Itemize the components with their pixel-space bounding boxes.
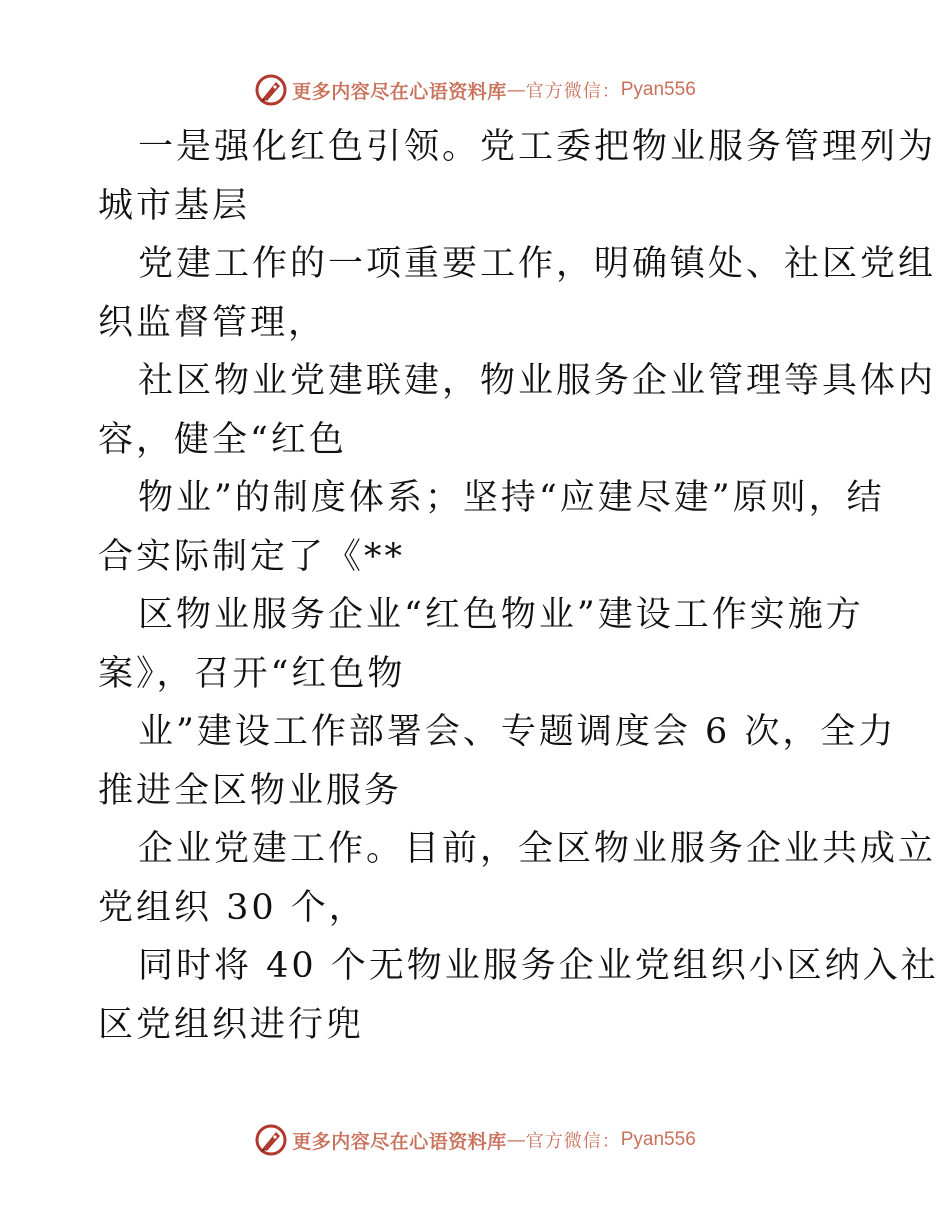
body-line: 区物业服务企业“红色物业”建设工作实施方 [138,595,864,635]
document-body [98,118,939,1054]
body-line: 社区物业党建联建，物业服务企业管理等具体内 [138,361,937,401]
header-wechat-label: 官方微信： [525,81,621,102]
footer-wechat-label: 官方微信： [525,1131,621,1152]
body-line: 推进全区物业服务 [98,770,403,811]
body-line: 物业”的制度体系；坚持“应建尽建”原则，结 [138,478,885,518]
pen-nib-logo-icon [254,73,288,107]
body-line: 党组织 30 个， [98,887,367,928]
body-line: 同时将 40 个无物业服务企业党组织小区纳入社 [138,946,939,986]
body-line: 业”建设工作部署会、专题调度会 6 次，全力 [138,712,897,752]
header-separator: — [506,79,526,101]
body-line: 城市基层 [98,185,251,226]
body-line: 一是强化红色引领。党工委把物业服务管理列为 [138,127,937,167]
header-wechat-id: Pyan556 [620,79,696,100]
header-banner [0,70,950,110]
pen-nib-logo-icon [254,1123,288,1157]
footer-banner [0,1120,950,1160]
body-line: 合实际制定了《** [98,536,406,577]
body-line: 区党组织进行兜 [98,1004,365,1045]
header-site-name: 更多内容尽在心语资料库 [292,80,507,103]
footer-separator: — [506,1129,526,1151]
footer-wechat-id: Pyan556 [620,1129,696,1150]
body-line: 党建工作的一项重要工作，明确镇处、社区党组 [138,244,937,284]
body-line: 织监督管理， [98,302,327,343]
footer-site-name: 更多内容尽在心语资料库 [292,1130,507,1153]
body-line: 案》，召开“红色物 [98,653,406,694]
body-line: 企业党建工作。目前，全区物业服务企业共成立 [138,829,937,869]
body-line: 容，健全“红色 [98,419,347,460]
